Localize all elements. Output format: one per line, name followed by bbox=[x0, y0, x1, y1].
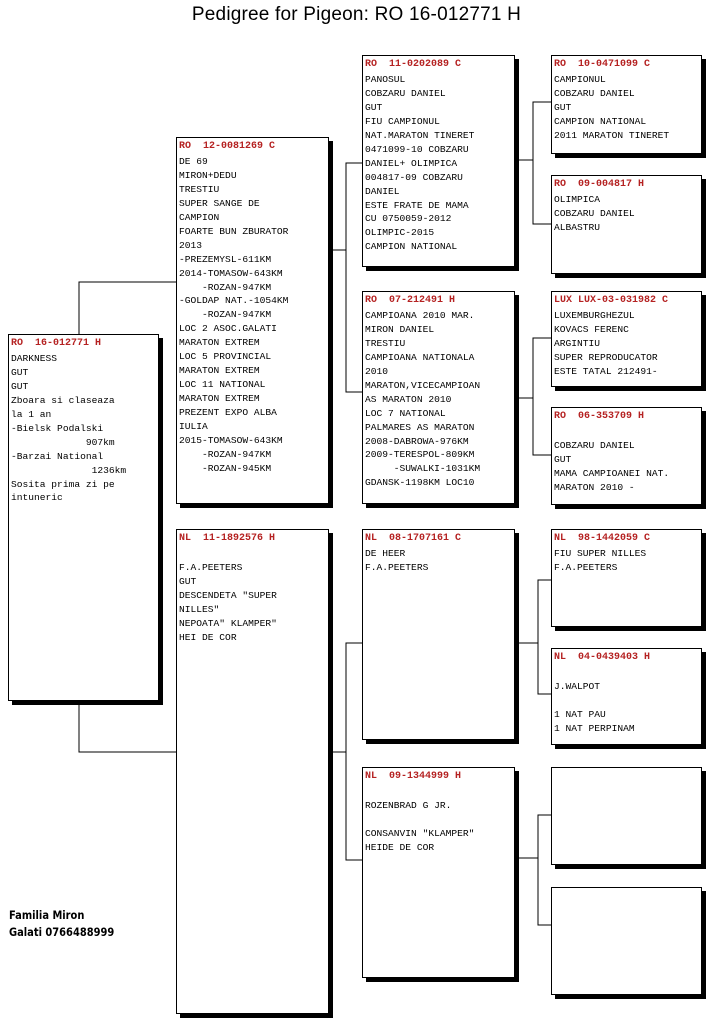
pigeon-details bbox=[554, 547, 697, 575]
pedigree-box-dam-dam-dam bbox=[551, 887, 702, 995]
detail-line: DARKNESS bbox=[11, 352, 58, 364]
detail-line: -GOLDAP NAT.-1054KM bbox=[179, 295, 289, 307]
pigeon-details bbox=[554, 193, 697, 235]
pigeon-details bbox=[179, 547, 324, 645]
detail-line: GDANSK-1198KM LOC10 bbox=[365, 477, 475, 489]
detail-line: HEI DE COR bbox=[179, 631, 237, 643]
pedigree-box-subject bbox=[8, 334, 159, 701]
ring-number: LUX LUX-03-031982 C bbox=[554, 295, 669, 306]
detail-line: HEIDE DE COR bbox=[365, 841, 435, 853]
detail-line: ESTE FRATE DE MAMA bbox=[365, 199, 469, 211]
detail-line: LUXEMBURGHEZUL bbox=[554, 309, 635, 321]
detail-line: -SUWALKI-1031KM bbox=[365, 463, 481, 475]
connector-subject-dam bbox=[79, 700, 177, 752]
pedigree-box-sire bbox=[176, 137, 329, 504]
detail-line: 2010 bbox=[365, 365, 389, 377]
detail-line: GUT bbox=[554, 453, 572, 465]
detail-line: -ROZAN-947KM bbox=[179, 448, 272, 460]
detail-line: Zboara si claseaza bbox=[11, 394, 115, 406]
detail-line: PANOSUL bbox=[365, 73, 406, 85]
detail-line: COBZARU DANIEL bbox=[365, 87, 446, 99]
pedigree-box-sire-sire bbox=[362, 55, 515, 267]
detail-line: OLIMPICA bbox=[554, 193, 601, 205]
detail-line: CU 0750059-2012 bbox=[365, 213, 452, 225]
detail-line: 907km bbox=[11, 436, 115, 448]
ring-number: NL 08-1707161 C bbox=[365, 533, 462, 544]
connector-ss-ssd bbox=[533, 160, 552, 224]
detail-line: CAMPIOANA NATIONALA bbox=[365, 351, 475, 363]
detail-line: IULIA bbox=[179, 421, 208, 433]
detail-line: 2014-TOMASOW-643KM bbox=[179, 267, 283, 279]
detail-line bbox=[554, 666, 697, 680]
detail-line: Sosita prima zi pe bbox=[11, 478, 115, 490]
connector-dd-dds bbox=[516, 815, 552, 858]
detail-line: 2009-TERESPOL-809KM bbox=[365, 449, 475, 461]
detail-line: 2013 bbox=[179, 239, 203, 251]
pedigree-box-dam-sire-dam bbox=[551, 648, 702, 745]
detail-line: 2015-TOMASOW-643KM bbox=[179, 435, 283, 447]
detail-line: -PREZEMYSL-611KM bbox=[179, 253, 272, 265]
detail-line: -Bielsk Podalski bbox=[11, 422, 104, 434]
detail-line: LOC 7 NATIONAL bbox=[365, 407, 446, 419]
detail-line: GUT bbox=[365, 101, 383, 113]
detail-line: 1236km bbox=[11, 464, 127, 476]
detail-line: FIU SUPER NILLES bbox=[554, 547, 647, 559]
connector-dam-dd bbox=[346, 752, 363, 860]
detail-line: ROZENBRAD G JR. bbox=[365, 799, 452, 811]
detail-line: MAMA CAMPIOANEI NAT. bbox=[554, 467, 670, 479]
connector-dam-ds bbox=[329, 643, 363, 752]
detail-line: MARATON EXTREM bbox=[179, 393, 260, 405]
detail-line: LOC 5 PROVINCIAL bbox=[179, 351, 272, 363]
pedigree-box-dam-dam bbox=[362, 767, 515, 978]
ring-number: NL 11-1892576 H bbox=[179, 533, 276, 544]
pigeon-details bbox=[365, 309, 510, 490]
ring-number: NL 98-1442059 C bbox=[554, 533, 651, 544]
detail-line: GUT bbox=[554, 101, 572, 113]
detail-line: 2011 MARATON TINERET bbox=[554, 129, 670, 141]
detail-line: GUT bbox=[179, 575, 197, 587]
detail-line: CONSANVIN "KLAMPER" bbox=[365, 827, 475, 839]
detail-line: ALBASTRU bbox=[554, 221, 601, 233]
detail-line: FIU CAMPIONUL bbox=[365, 115, 440, 127]
detail-line: 1 NAT PAU bbox=[554, 708, 606, 720]
detail-line: MIRON+DEDU bbox=[179, 169, 237, 181]
detail-line: 2008-DABROWA-976KM bbox=[365, 435, 469, 447]
pigeon-details bbox=[365, 785, 510, 855]
breeder-name: Familia Miron bbox=[9, 908, 85, 922]
connector-subject-sire bbox=[79, 282, 177, 335]
detail-line: KOVACS FERENC bbox=[554, 323, 629, 335]
detail-line: COBZARU DANIEL bbox=[554, 439, 635, 451]
connector-sd-sds bbox=[516, 338, 552, 398]
detail-line: CAMPION NATIONAL bbox=[554, 115, 647, 127]
detail-line: MARATON EXTREM bbox=[179, 337, 260, 349]
connector-ss-sss bbox=[516, 102, 552, 160]
detail-line: OLIMPIC-2015 bbox=[365, 227, 435, 239]
pedigree-box-sire-sire-dam bbox=[551, 175, 702, 274]
detail-line: LOC 2 ASOC.GALATI bbox=[179, 323, 277, 335]
detail-line: AS MARATON 2010 bbox=[365, 393, 452, 405]
detail-line: MARATON,VICECAMPIOAN bbox=[365, 379, 481, 391]
detail-line: GUT bbox=[11, 380, 29, 392]
connector-dd-ddd bbox=[538, 858, 552, 925]
pedigree-box-dam-sire-sire bbox=[551, 529, 702, 627]
detail-line: SUPER SANGE DE bbox=[179, 197, 260, 209]
connector-ds-dss bbox=[516, 580, 552, 643]
detail-line: CAMPION NATIONAL bbox=[365, 241, 458, 253]
detail-line: TRESTIU bbox=[365, 337, 406, 349]
detail-line: LOC 11 NATIONAL bbox=[179, 379, 266, 391]
detail-line bbox=[554, 425, 697, 439]
detail-line: -ROZAN-947KM bbox=[179, 281, 272, 293]
detail-line: GUT bbox=[11, 366, 29, 378]
connector-ds-dsd bbox=[538, 643, 552, 694]
detail-line: PALMARES AS MARATON bbox=[365, 421, 475, 433]
detail-line: F.A.PEETERS bbox=[179, 561, 243, 573]
pedigree-box-sire-dam-dam bbox=[551, 407, 702, 505]
pedigree-box-dam bbox=[176, 529, 329, 1014]
detail-line: NILLES" bbox=[179, 603, 220, 615]
detail-line: SUPER REPRODUCATOR bbox=[554, 351, 658, 363]
pigeon-details bbox=[11, 352, 154, 505]
detail-line: COBZARU DANIEL bbox=[554, 207, 635, 219]
detail-line: DANIEL bbox=[365, 185, 400, 197]
detail-line: J.WALPOT bbox=[554, 680, 601, 692]
breeder-contact bbox=[9, 907, 114, 941]
detail-line: F.A.PEETERS bbox=[365, 561, 429, 573]
detail-line: DE HEER bbox=[365, 547, 406, 559]
pigeon-details bbox=[554, 425, 697, 495]
detail-line: 1 NAT PERPINAM bbox=[554, 722, 635, 734]
pigeon-details bbox=[179, 155, 324, 476]
ring-number: NL 09-1344999 H bbox=[365, 771, 462, 782]
detail-line: 004817-09 COBZARU bbox=[365, 171, 463, 183]
detail-line bbox=[179, 547, 324, 561]
ring-number: RO 11-0202089 C bbox=[365, 59, 462, 70]
pedigree-box-sire-sire-sire bbox=[551, 55, 702, 154]
ring-number: RO 10-0471099 C bbox=[554, 59, 651, 70]
pigeon-details bbox=[365, 547, 510, 575]
detail-line: CAMPIONUL bbox=[554, 73, 606, 85]
detail-line: 0471099-10 COBZARU bbox=[365, 143, 469, 155]
detail-line: PREZENT EXPO ALBA bbox=[179, 407, 277, 419]
detail-line bbox=[554, 694, 697, 708]
detail-line: NEPOATA" KLAMPER" bbox=[179, 617, 277, 629]
ring-number: NL 04-0439403 H bbox=[554, 652, 651, 663]
ring-number: RO 07-212491 H bbox=[365, 295, 456, 306]
detail-line: MARATON 2010 - bbox=[554, 481, 635, 493]
pigeon-details bbox=[554, 309, 697, 379]
detail-line: CAMPION bbox=[179, 211, 220, 223]
connector-sire-sd bbox=[346, 250, 363, 392]
detail-line: DESCENDETA "SUPER bbox=[179, 589, 277, 601]
detail-line: -ROZAN-945KM bbox=[179, 462, 272, 474]
detail-line: COBZARU DANIEL bbox=[554, 87, 635, 99]
detail-line: NAT.MARATON TINERET bbox=[365, 129, 475, 141]
pedigree-box-sire-dam-sire bbox=[551, 291, 702, 387]
detail-line: MARATON EXTREM bbox=[179, 365, 260, 377]
detail-line bbox=[365, 785, 510, 799]
connector-sire-ss bbox=[329, 163, 363, 250]
detail-line: ESTE TATAL 212491- bbox=[554, 365, 658, 377]
pigeon-details bbox=[365, 73, 510, 254]
breeder-phone: Galati 0766488999 bbox=[9, 925, 115, 939]
ring-number: RO 06-353709 H bbox=[554, 411, 645, 422]
ring-number: RO 12-0081269 C bbox=[179, 141, 276, 152]
detail-line: DANIEL+ OLIMPICA bbox=[365, 157, 458, 169]
pigeon-details bbox=[554, 73, 697, 143]
page-title: Pedigree for Pigeon: RO 16-012771 H bbox=[191, 4, 522, 25]
detail-line: CAMPIOANA 2010 MAR. bbox=[365, 309, 475, 321]
detail-line: DE 69 bbox=[179, 155, 208, 167]
ring-number: RO 09-004817 H bbox=[554, 179, 645, 190]
detail-line: -Barzai National bbox=[11, 450, 104, 462]
detail-line: TRESTIU bbox=[179, 183, 220, 195]
detail-line: FOARTE BUN ZBURATOR bbox=[179, 225, 289, 237]
detail-line: MIRON DANIEL bbox=[365, 323, 435, 335]
pigeon-details bbox=[554, 666, 697, 736]
pedigree-box-dam-dam-sire bbox=[551, 767, 702, 865]
ring-number: RO 16-012771 H bbox=[11, 338, 102, 349]
pedigree-box-dam-sire bbox=[362, 529, 515, 740]
detail-line: F.A.PEETERS bbox=[554, 561, 618, 573]
detail-line bbox=[365, 813, 510, 827]
pedigree-box-sire-dam bbox=[362, 291, 515, 504]
detail-line: la 1 an bbox=[11, 408, 52, 420]
connector-sd-sdd bbox=[533, 398, 552, 455]
detail-line: intuneric bbox=[11, 492, 63, 504]
detail-line: -ROZAN-947KM bbox=[179, 309, 272, 321]
detail-line: ARGINTIU bbox=[554, 337, 601, 349]
